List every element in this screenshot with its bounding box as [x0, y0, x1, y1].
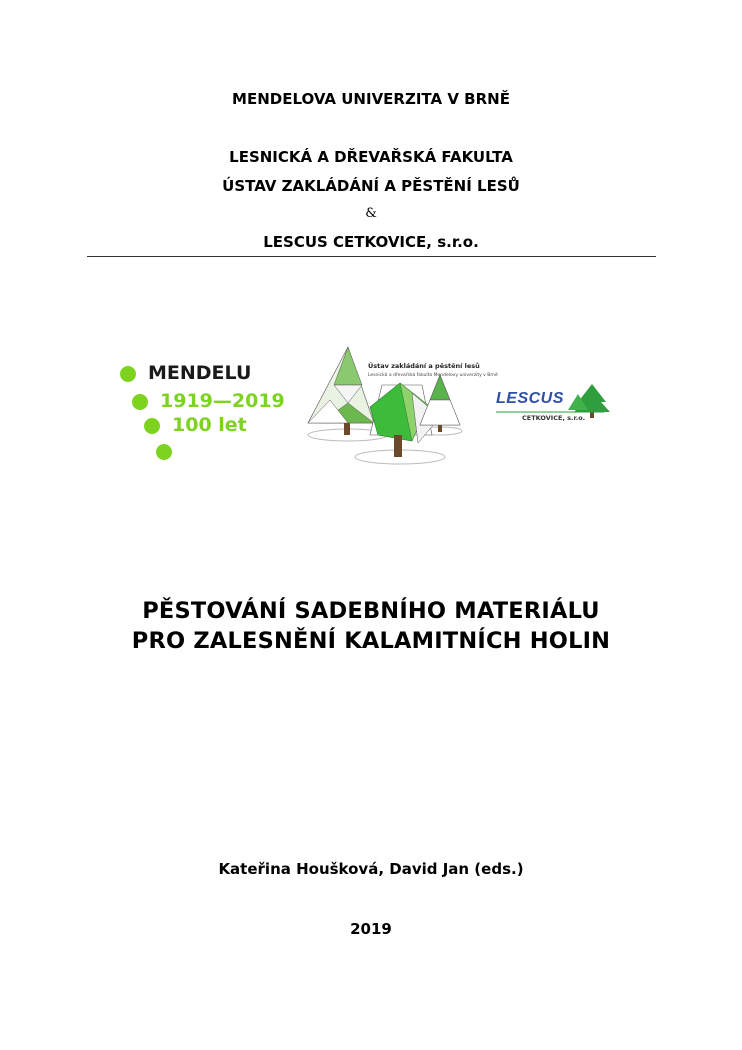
lescus-logo	[494, 378, 614, 428]
institute-logo-subtitle: Lesnická a dřevařská fakulta Mendelovy univerzity v Brně	[368, 373, 498, 378]
faculty-name: LESNICKÁ A DŘEVAŘSKÁ FAKULTA	[229, 148, 513, 166]
lescus-logo-subtitle: CETKOVICE, s.r.o.	[522, 414, 586, 422]
institute-name: ÚSTAV ZAKLÁDÁNÍ A PĚSTĚNÍ LESŮ	[222, 177, 520, 195]
document-title-line-2: PRO ZALESNĚNÍ KALAMITNÍCH HOLIN	[131, 628, 611, 654]
institute-logo-name: Ústav zakládání a pěstění lesů	[368, 362, 480, 370]
document-title-line-1: PĚSTOVÁNÍ SADEBNÍHO MATERIÁLU	[142, 598, 600, 624]
mendelu-logo	[110, 352, 295, 472]
logo-dot	[120, 366, 136, 382]
logo-dot	[144, 418, 160, 434]
logo-dot	[132, 394, 148, 410]
mendelu-logo-anniversary: 100 let	[172, 414, 247, 436]
mendelu-logo-name: MENDELU	[148, 362, 252, 384]
mendelu-logo-years: 1919—2019	[160, 390, 285, 412]
authors: Kateřina Houšková, David Jan (eds.)	[218, 860, 524, 878]
university-name: MENDELOVA UNIVERZITA V BRNĚ	[232, 90, 510, 108]
publication-year: 2019	[350, 920, 392, 938]
institute-logo	[300, 345, 498, 470]
partner-name: LESCUS CETKOVICE, s.r.o.	[263, 233, 479, 251]
logo-dot	[156, 444, 172, 460]
header-divider	[87, 256, 656, 257]
ampersand: &	[365, 206, 377, 221]
lescus-logo-name: LESCUS	[496, 390, 564, 407]
